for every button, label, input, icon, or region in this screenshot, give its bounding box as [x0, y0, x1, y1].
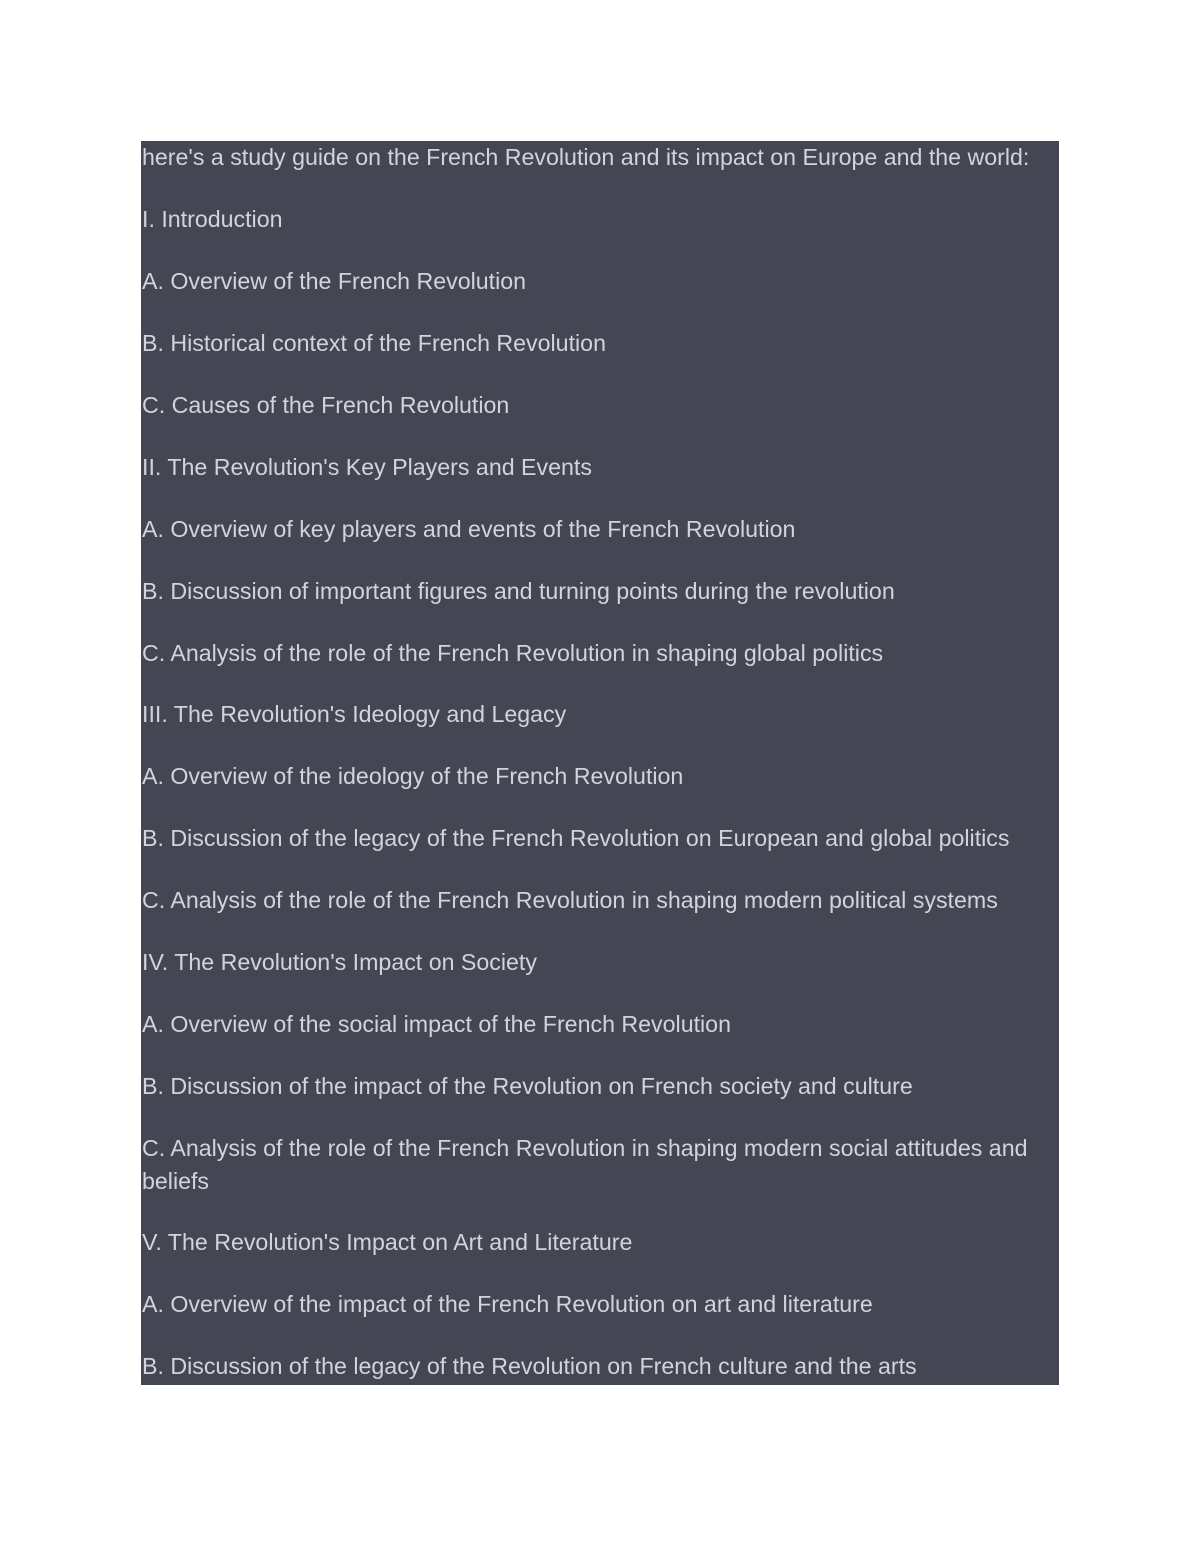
outline-item: A. Overview of the impact of the French Revolution on art and literature: [142, 1291, 873, 1317]
outline-item: B. Discussion of the legacy of the Revolution on French culture and the arts: [142, 1353, 917, 1379]
section-heading-1: I. Introduction: [142, 206, 283, 232]
outline-item: B. Discussion of the legacy of the French Revolution on European and global politics: [142, 825, 1010, 851]
outline-item: B. Discussion of the impact of the Revolution on French society and culture: [142, 1073, 913, 1099]
outline-item: C. Causes of the French Revolution: [142, 392, 510, 418]
outline-item: B. Historical context of the French Revolution: [142, 330, 606, 356]
study-guide-text-block: [141, 141, 1059, 1385]
outline-item: B. Discussion of important figures and turning points during the revolution: [142, 578, 895, 604]
intro-sentence: here's a study guide on the French Revolution and its impact on Europe and the world:: [142, 144, 1030, 170]
section-heading-4: IV. The Revolution's Impact on Society: [142, 949, 537, 975]
outline-item: A. Overview of the social impact of the French Revolution: [142, 1011, 731, 1037]
outline-item: C. Analysis of the role of the French Revolution in shaping modern political systems: [142, 887, 998, 913]
outline-item: A. Overview of key players and events of the French Revolution: [142, 516, 796, 542]
section-heading-5: V. The Revolution's Impact on Art and Literature: [142, 1229, 633, 1255]
outline-item: C. Analysis of the role of the French Revolution in shaping global politics: [142, 640, 884, 666]
outline-item: A. Overview of the French Revolution: [142, 268, 527, 294]
outline-item: A. Overview of the ideology of the French Revolution: [142, 763, 684, 789]
outline-item: C. Analysis of the role of the French Revolution in shaping modern social attitudes and beliefs: [142, 1135, 1028, 1194]
section-heading-3: III. The Revolution's Ideology and Legacy: [142, 701, 567, 727]
section-heading-2: II. The Revolution's Key Players and Events: [142, 454, 592, 480]
